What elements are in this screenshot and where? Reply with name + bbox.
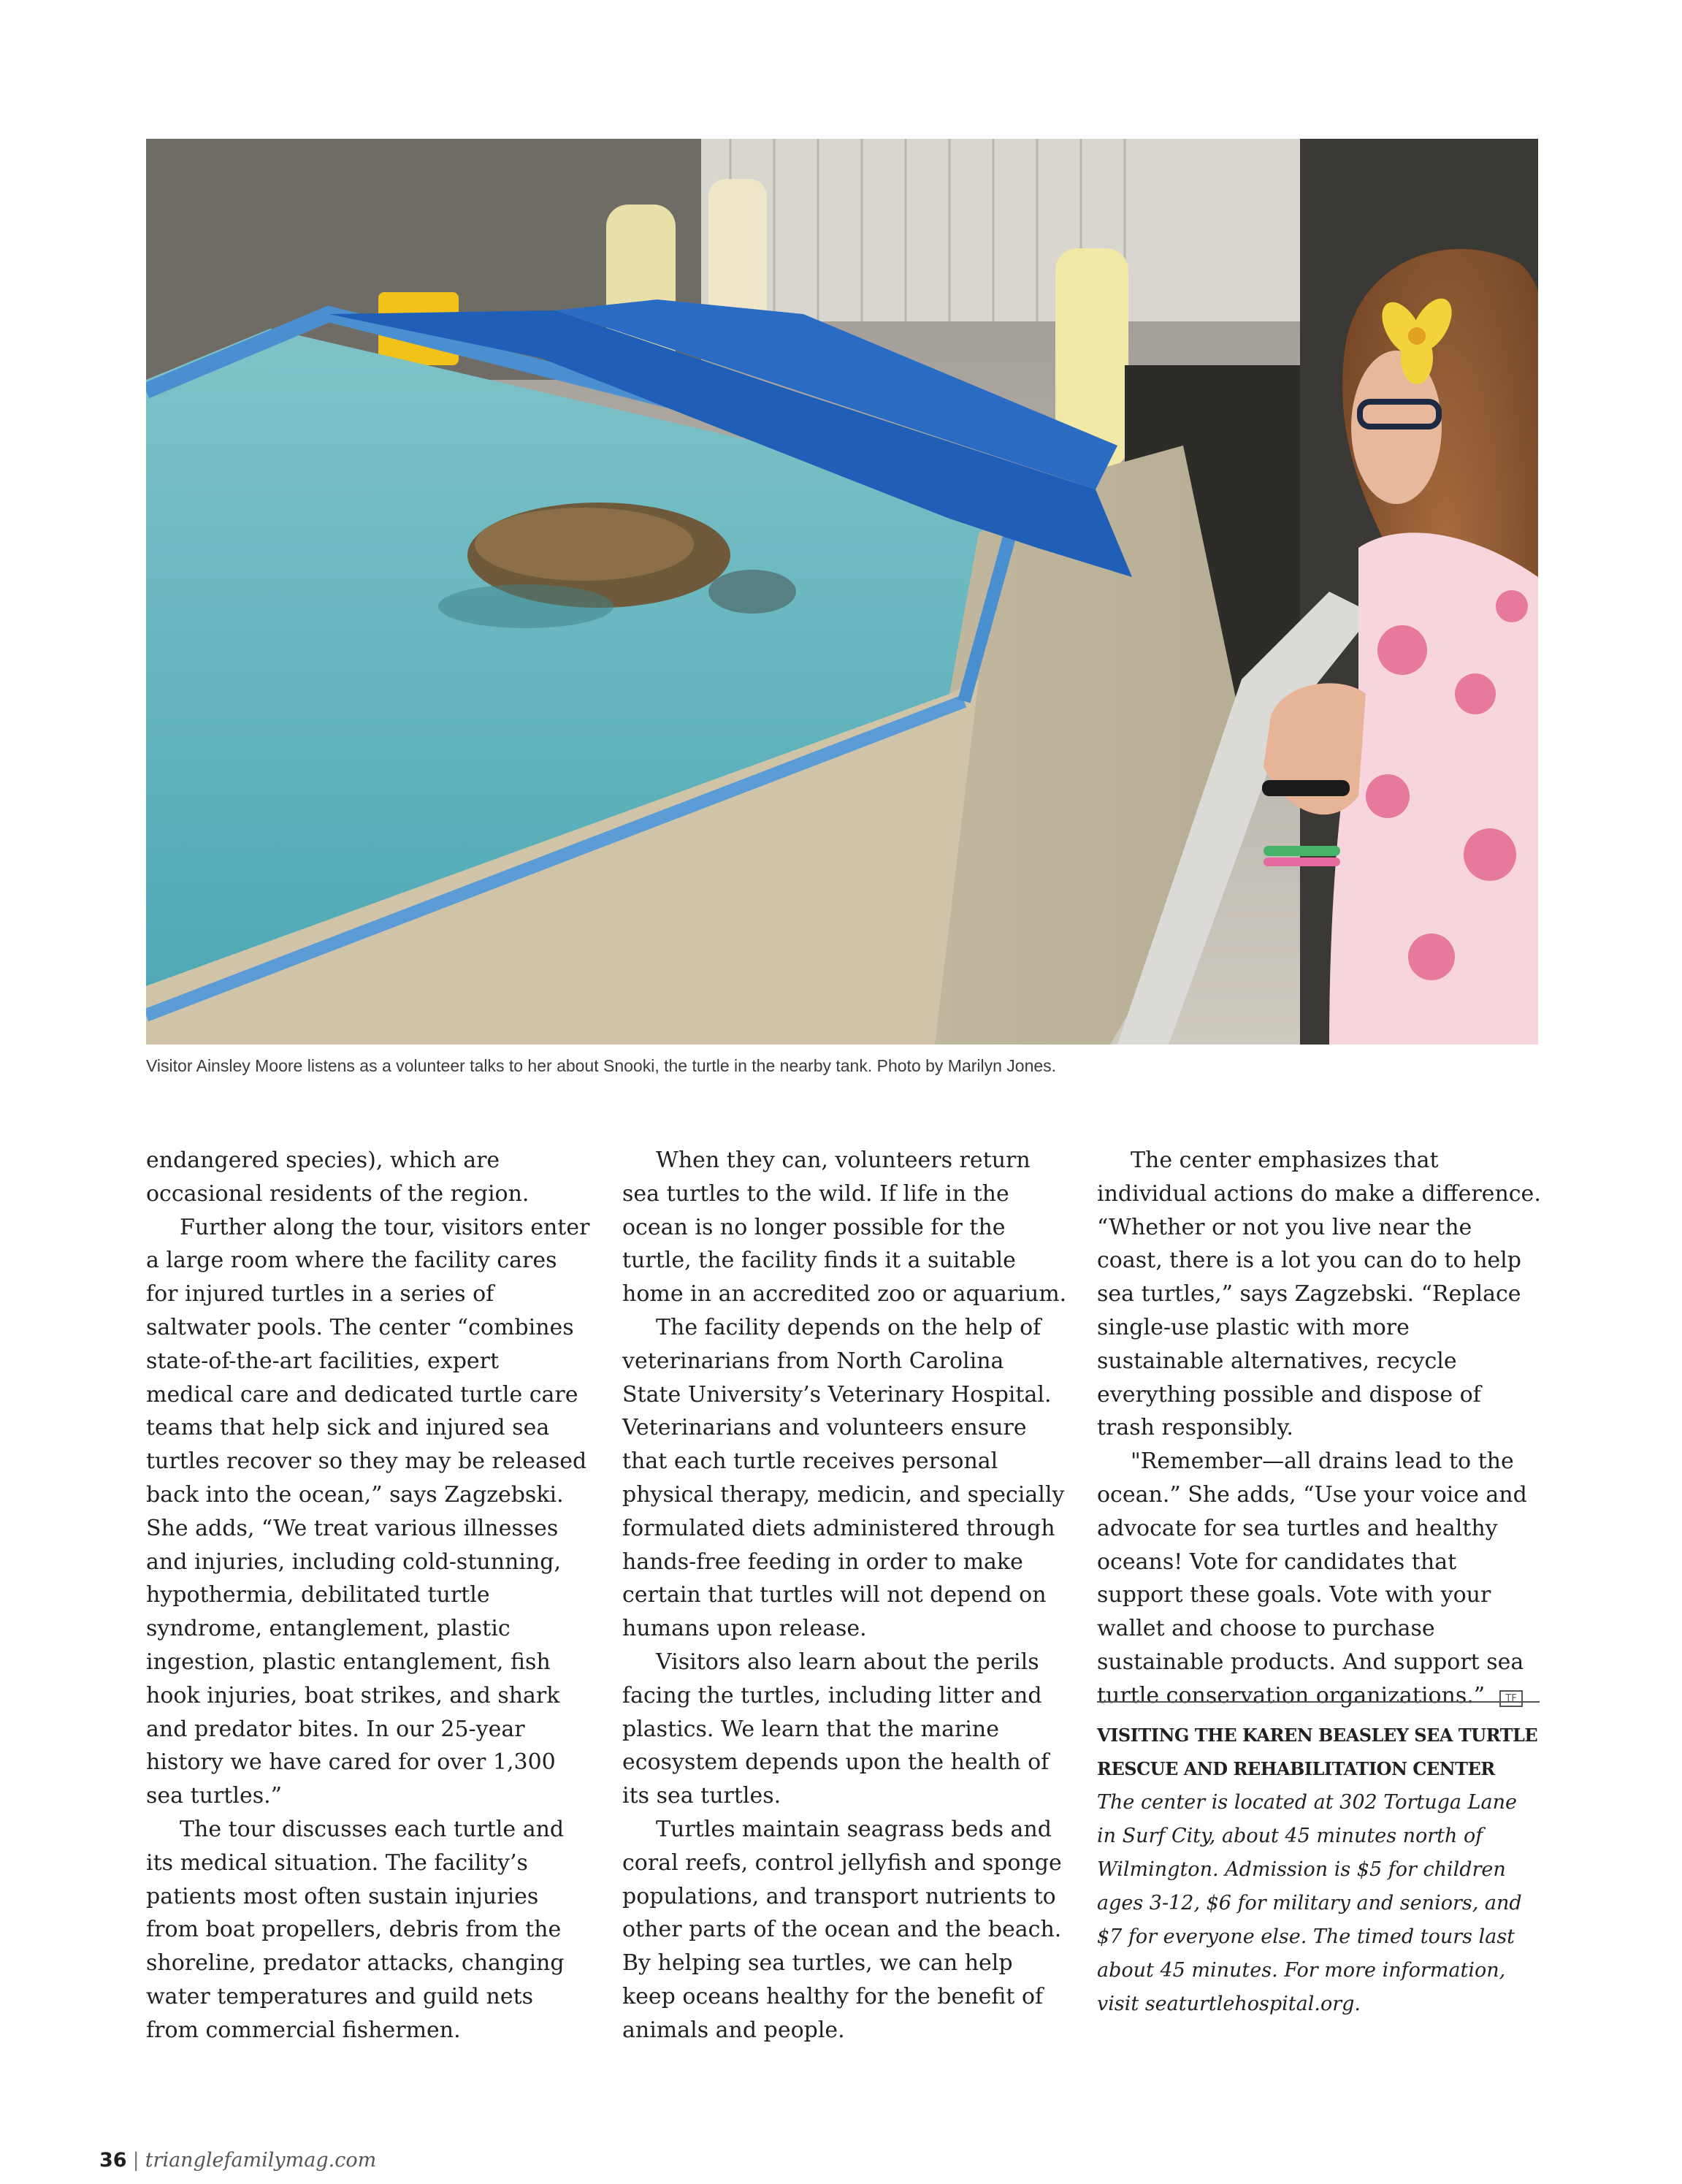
paragraph: When they can, volunteers return sea turtles to the wild. If life in the ocean is no longer possible for the turtle, the facility finds it a suitable home in an accredited zoo or aquarium. <box>622 1148 1067 1307</box>
paragraph: The center emphasizes that individual actions do make a difference. “Whether or not you live near the coast, there is a lot you can do to help sea turtles,” says Zagzebski. “Replace single-use plastic with more sustainable alternatives, recycle everything possible and dispose of trash responsibly. <box>1097 1148 1541 1441</box>
paragraph: The facility depends on the help of veterinarians from North Carolina State University’s Veterinary Hospital. Veterinarians and volunteers ensure that each turtle receives personal physical therapy, medicin, and specially formulated diets administered through hands-free feeding in order to make certain that turtles will not depend on humans upon release. <box>622 1314 1065 1642</box>
article-column-3 <box>1097 1144 1543 1713</box>
page-number: 36 <box>99 2149 127 2172</box>
paragraph: Turtles maintain seagrass beds and coral reefs, control jellyfish and sponge populations, and transport nutrients to other parts of the ocean and the beach. By helping sea turtles, we can help keep oceans healthy for the benefit of animals and people. <box>622 1816 1062 2043</box>
sidebar-body: The center is located at 302 Tortuga Lane in Surf City, about 45 minutes north of Wilmington. Admission is $5 for children ages 3-12, $6 for military and seniors, and $7 for everyone else. The timed tours last about 45 minutes. For more information, visit seaturtlehospital.org. <box>1097 1791 1522 2015</box>
paragraph-text: "Remember—all drains lead to the ocean.” She adds, “Use your voice and advocate for sea turtles and healthy oceans! Vote for candidates that support these goals. Vote with your wallet and choose to purchase sustainable products. And support sea turtle conservation organizations.” <box>1097 1448 1527 1708</box>
article-column-1 <box>146 1144 592 2047</box>
page-footer <box>99 2149 376 2172</box>
paragraph: endangered species), which are occasional residents of the region. <box>146 1148 530 1207</box>
sidebar-title: VISITING THE KAREN BEASLEY SEA TURTLE RESCUE AND REHABILITATION CENTER <box>1097 1725 1538 1779</box>
paragraph: Further along the tour, visitors enter a large room where the facility cares for injured turtles in a series of saltwater pools. The center “combines state-of-the-art facilities, expert medical care and dedicated turtle care teams that help sick and injured sea turtles recover so they may be released back into the ocean,” says Zagzebski. She adds, “We treat various illnesses and injuries, including cold-stunning, hypothermia, debilitated turtle syndrome, entanglement, plastic ingestion, plastic entanglement, fish hook injuries, boat strikes, and shark and predator bites. In our 25-year history we have cared for over 1,300 <box>146 1214 590 1776</box>
article-photo <box>146 139 1538 1045</box>
paragraph: The tour discusses each turtle and its medical situation. The facility’s patients most often sustain injuries from boat propellers, debris from the shoreline, predator attacks, changing water temperatures and guild nets from commercial fishermen. <box>146 1816 565 2043</box>
paragraph: sea turtles.” <box>146 1783 282 1809</box>
footer-website: trianglefamilymag.com <box>145 2149 377 2172</box>
visiting-info-box <box>1097 1701 1540 2021</box>
end-of-article-mark: TF <box>1499 1690 1523 1707</box>
article-column-2 <box>622 1144 1068 2047</box>
paragraph-final <box>1097 1445 1543 1712</box>
paragraph: Visitors also learn about the perils facing the turtles, including litter and plastics. We learn that the marine ecosystem depends upon the health of its sea turtles. <box>622 1649 1050 1809</box>
footer-separator: | <box>132 2149 139 2172</box>
photo-turtle-tank-illustration <box>146 139 1538 1045</box>
photo-caption: Visitor Ainsley Moore listens as a volunteer talks to her about Snooki, the turtle in the nearby tank. Photo by Marilyn Jones. <box>146 1056 1057 1075</box>
